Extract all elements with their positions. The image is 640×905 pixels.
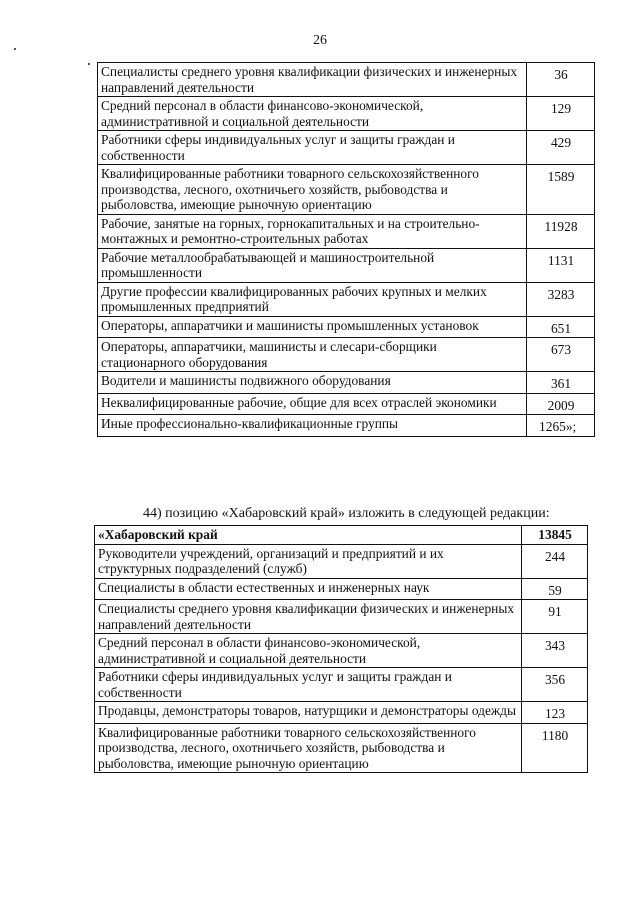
scan-speck [88, 63, 90, 65]
table-row [98, 214, 595, 248]
occupation-label: Другие профессии квалифицированных рабочих крупных и мелких промышленных предприятий [98, 282, 527, 316]
occupation-label: Операторы, аппаратчики, машинисты и слесари-сборщики стационарного оборудования [98, 338, 527, 372]
table-row [95, 634, 588, 668]
table-row [98, 316, 595, 338]
occupation-value: 91 [522, 600, 588, 634]
occupation-label: Работники сферы индивидуальных услуг и защиты граждан и собственности [95, 668, 522, 702]
occupation-value: 3283 [527, 282, 595, 316]
table-row [98, 248, 595, 282]
occupation-label: Специалисты среднего уровня квалификации физических и инженерных направлений деятельности [98, 63, 527, 97]
occupation-value: 59 [522, 578, 588, 600]
table-row [98, 338, 595, 372]
occupation-value: 356 [522, 668, 588, 702]
occupation-label: Продавцы, демонстраторы товаров, натурщики и демонстраторы одежды [95, 702, 522, 724]
occupation-value: 11928 [527, 214, 595, 248]
table-row [95, 544, 588, 578]
table-row [95, 578, 588, 600]
table-row [95, 600, 588, 634]
occupation-label: Работники сферы индивидуальных услуг и защиты граждан и собственности [98, 131, 527, 165]
amendment-instruction: 44) позицию «Хабаровский край» изложить в следующей редакции: [143, 506, 550, 521]
occupation-value: 1589 [527, 165, 595, 215]
table-row [98, 131, 595, 165]
table-row [95, 668, 588, 702]
occupation-value: 651 [527, 316, 595, 338]
table-row [98, 393, 595, 415]
table-row [98, 282, 595, 316]
table-row [95, 723, 588, 773]
distribution-table-previous-region [97, 62, 595, 437]
occupation-value: 123 [522, 702, 588, 724]
occupation-value: 2009 [527, 393, 595, 415]
scan-speck [14, 48, 16, 50]
table-row [98, 372, 595, 394]
occupation-value: 1131 [527, 248, 595, 282]
distribution-table-khabarovsk [94, 525, 588, 773]
occupation-value: 429 [527, 131, 595, 165]
region-name: «Хабаровский край [95, 526, 522, 545]
occupation-value: 343 [522, 634, 588, 668]
occupation-label: Средний персонал в области финансово-экономической, административной и социальной деятельности [95, 634, 522, 668]
table-row [95, 702, 588, 724]
occupation-label: Руководители учреждений, организаций и предприятий и их структурных подразделений (служб) [95, 544, 522, 578]
occupation-label: Операторы, аппаратчики и машинисты промышленных установок [98, 316, 527, 338]
occupation-label: Водители и машинисты подвижного оборудования [98, 372, 527, 394]
occupation-label: Квалифицированные работники товарного сельскохозяйственного производства, лесного, охотничьего хозяйств, рыбоводства и рыболовства, имеющие рыночную ориентацию [95, 723, 522, 773]
region-header-row [95, 526, 588, 545]
occupation-label: Иные профессионально-квалификационные группы [98, 415, 527, 437]
page-number: 26 [313, 33, 327, 48]
occupation-label: Специалисты среднего уровня квалификации физических и инженерных направлений деятельности [95, 600, 522, 634]
occupation-label: Средний персонал в области финансово-экономической, административной и социальной деятельности [98, 97, 527, 131]
region-total: 13845 [522, 526, 588, 545]
occupation-value: 1265»; [527, 415, 595, 437]
table-row [98, 97, 595, 131]
table-row [98, 63, 595, 97]
occupation-label: Рабочие металлообрабатывающей и машиностроительной промышленности [98, 248, 527, 282]
occupation-label: Специалисты в области естественных и инженерных наук [95, 578, 522, 600]
occupation-label: Квалифицированные работники товарного сельскохозяйственного производства, лесного, охотничьего хозяйств, рыбоводства и рыболовства, имеющие рыночную ориентацию [98, 165, 527, 215]
occupation-value: 244 [522, 544, 588, 578]
occupation-value: 36 [527, 63, 595, 97]
occupation-value: 673 [527, 338, 595, 372]
occupation-value: 129 [527, 97, 595, 131]
occupation-label: Рабочие, занятые на горных, горнокапитальных и на строительно-монтажных и ремонтно-строительных работах [98, 214, 527, 248]
occupation-value: 1180 [522, 723, 588, 773]
table-row [98, 165, 595, 215]
occupation-label: Неквалифицированные рабочие, общие для всех отраслей экономики [98, 393, 527, 415]
table-row [98, 415, 595, 437]
occupation-value: 361 [527, 372, 595, 394]
